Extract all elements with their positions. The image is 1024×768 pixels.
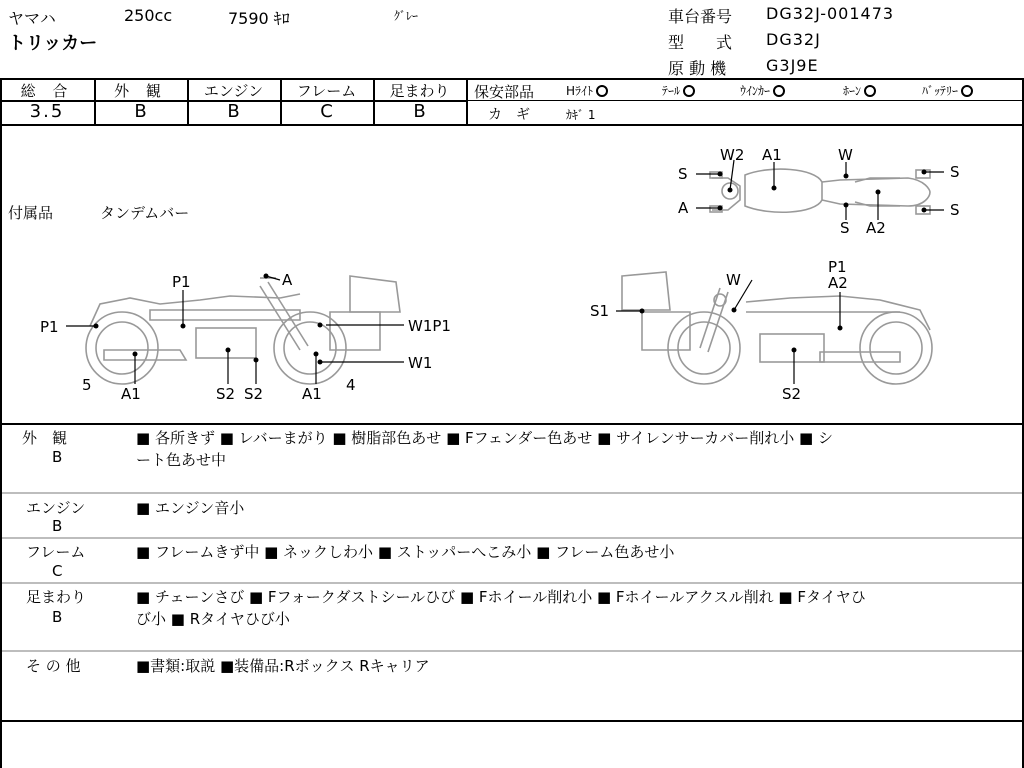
note-text: ート色あせ中 [136, 451, 227, 469]
total-value: 3.5 [29, 101, 65, 122]
diag-label: A [282, 271, 293, 289]
diag-label: W1 [408, 354, 433, 372]
frame-score-label: フレーム [296, 82, 357, 100]
note-text: ■ フレームきず中 ■ ネックしわ小 ■ ストッパーへこみ小 ■ フレーム色あせ小 [136, 543, 675, 561]
safety-taillight: ﾃｰﾙ [662, 82, 695, 99]
diag-label: 4 [346, 376, 356, 394]
diag-label: S [678, 165, 688, 183]
diag-label: 5 [82, 376, 92, 394]
mileage: 7590 ｷﾛ [228, 9, 290, 28]
diag-label: A2 [828, 274, 848, 292]
diag-label: W1P1 [408, 317, 451, 335]
diag-label: P1 [828, 258, 847, 276]
safety-headlight: Hﾗｲﾄ [566, 82, 608, 99]
diag-label: A1 [302, 385, 322, 403]
note-grade: B [52, 448, 63, 466]
diag-label: W [726, 271, 741, 289]
note-text: ■書類:取説 ■装備品:Rボックス Rキャリア [136, 657, 430, 675]
note-text: ■ エンジン音小 [136, 499, 245, 517]
suspension-score-label: 足まわり [389, 82, 450, 100]
note-label: 足まわり [26, 588, 87, 606]
note-label: そ の 他 [26, 657, 81, 675]
total-label: 総 合 [20, 82, 74, 100]
safety-winker: ｳｲﾝｶｰ [740, 82, 785, 99]
accessories-value: タンデムバー [100, 204, 190, 222]
note-grade: C [52, 562, 63, 580]
engine-model-label: 原 動 機 [668, 59, 727, 78]
engine-score-label: エンジン [203, 82, 264, 100]
diag-label: S [950, 163, 960, 181]
engine-model-value: G3J9E [766, 56, 819, 75]
note-text: び小 ■ Rタイヤひび小 [136, 610, 290, 628]
diag-label: S2 [782, 385, 802, 403]
exterior-value: B [134, 101, 147, 122]
note-grade: B [52, 608, 63, 626]
diag-label: A1 [121, 385, 141, 403]
diag-label: A [678, 199, 689, 217]
note-label: フレーム [26, 543, 86, 561]
type-label: 型 式 [668, 33, 733, 52]
suspension-score-value: B [413, 101, 426, 122]
diag-label: P1 [172, 273, 191, 291]
displacement: 250cc [124, 6, 173, 25]
color: ｸﾞﾚｰ [394, 9, 419, 23]
diag-label: W [838, 146, 853, 164]
bike-right-outline [622, 272, 932, 384]
note-text: ■ チェーンさび ■ Fフォークダストシールひび ■ Fホイール削れ小 ■ Fホイールアクスル削れ ■ Fタイヤひ [136, 588, 866, 606]
diag-label: P1 [40, 318, 59, 336]
note-label: エンジン [26, 499, 86, 517]
diag-label: S2 [244, 385, 264, 403]
frame-score-value: C [320, 101, 333, 122]
safety-label: 保安部品 [474, 83, 535, 101]
chassis-label: 車台番号 [668, 7, 733, 26]
note-label: 外 観 [22, 429, 68, 447]
key-label: カ ギ [488, 107, 530, 123]
exterior-label: 外 観 [114, 82, 167, 100]
diag-label: S1 [590, 302, 610, 320]
accessories-label: 付属品 [8, 204, 54, 222]
diag-label: S2 [216, 385, 236, 403]
diag-label: S [950, 201, 960, 219]
chassis-number: DG32J-001473 [766, 4, 895, 23]
maker: ヤマハ [8, 9, 56, 28]
engine-score-value: B [227, 101, 240, 122]
safety-horn: ﾎｰﾝ [843, 82, 876, 99]
safety-battery: ﾊﾞｯﾃﾘｰ [922, 82, 973, 99]
type-value: DG32J [766, 30, 821, 49]
diag-label: S [840, 219, 850, 237]
note-grade: B [52, 517, 63, 535]
diag-label: W2 [720, 146, 745, 164]
model-name: トリッカー [8, 33, 98, 54]
diag-label: A2 [866, 219, 886, 237]
key-value: ｶｷﾞ 1 [566, 108, 596, 122]
note-text: ■ 各所きず ■ レバーまがり ■ 樹脂部色あせ ■ Fフェンダー色あせ ■ サイレンサーカバー削れ小 ■ シ [136, 429, 833, 447]
diag-label: A1 [762, 146, 782, 164]
